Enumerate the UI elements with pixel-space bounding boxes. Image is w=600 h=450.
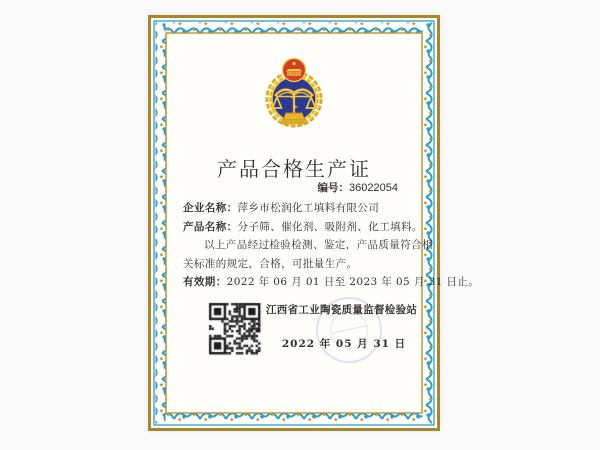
certificate-body — [183, 199, 480, 292]
enterprise-name-label: 企业名称： — [183, 202, 238, 214]
statement-line-2: 关标准的规定，合格，可批量生产。 — [183, 257, 358, 270]
validity-line — [183, 273, 480, 292]
issuer-name: 江西省工业陶瓷质量监督检验站 — [266, 304, 418, 316]
enterprise-name-value: 萍乡市松润化工填料有限公司 — [237, 202, 380, 214]
qr-code — [208, 302, 262, 356]
product-name-label: 产品名称： — [183, 220, 238, 233]
serial-number: 36022054 — [349, 182, 398, 194]
validity-label: 有效期： — [183, 276, 227, 289]
certificate-page — [148, 15, 480, 431]
serial-number-line — [318, 180, 398, 195]
certificate-title: 产品合格生产证 — [217, 157, 371, 181]
product-name-value: 分子筛、催化剂、吸附剂、化工填料。 — [237, 220, 423, 233]
serial-label: 编号： — [317, 182, 350, 194]
statement-line-1: 以上产品经过检验检测、鉴定，产品质量符合相 — [204, 239, 433, 252]
issue-date: 2022 年 05 月 31 日 — [281, 338, 407, 350]
enterprise-name-line — [183, 199, 421, 218]
industry-commerce-badge-icon — [262, 55, 326, 133]
validity-value: 2022 年 06 月 01 日至 2023 年 05 月 31 日止。 — [226, 276, 480, 289]
product-name-line — [183, 218, 421, 237]
